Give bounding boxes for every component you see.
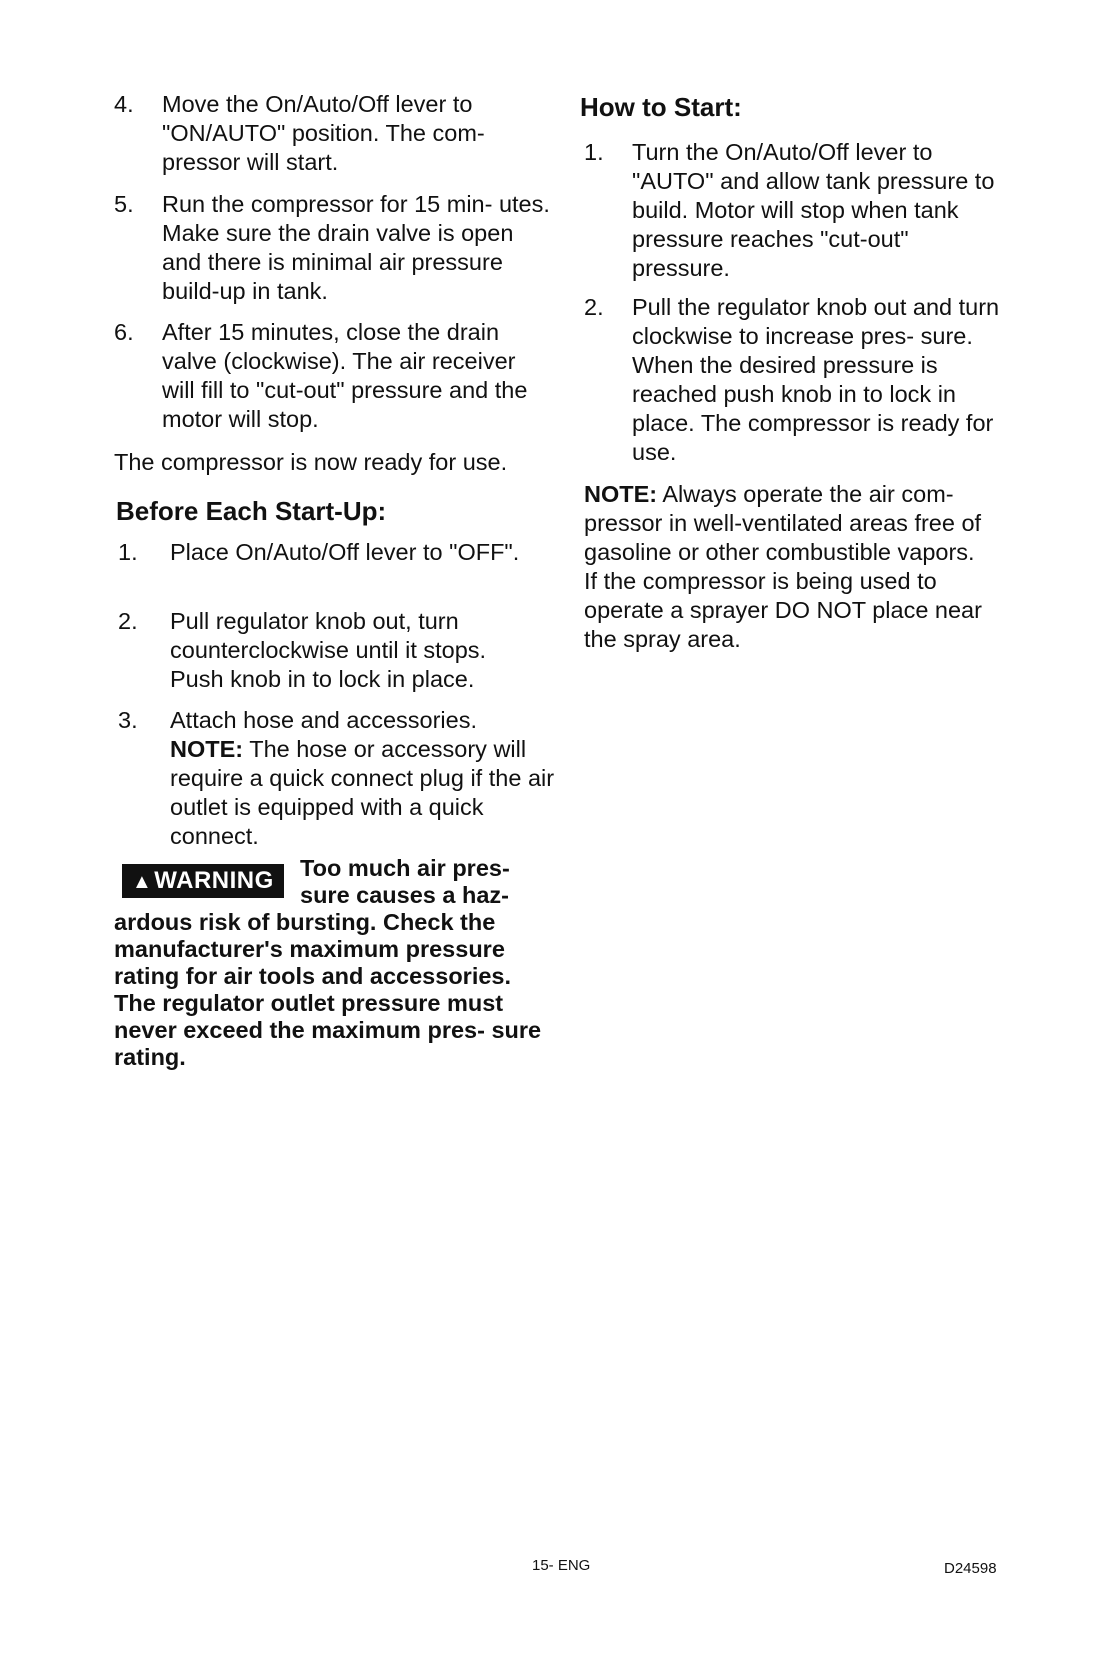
- step-text: Pull regulator knob out, turn counterclockwise until it stops. Push knob in to lock in place.: [170, 608, 487, 692]
- how-to-start-heading: How to Start:: [580, 92, 742, 122]
- step-number: 1.: [118, 539, 138, 565]
- note-label: NOTE:: [584, 481, 658, 507]
- step-number: 1.: [584, 139, 604, 165]
- list-item: [114, 190, 554, 306]
- list-item: [118, 538, 538, 567]
- warning-badge: [122, 864, 284, 898]
- list-item: [118, 706, 558, 851]
- list-item: [118, 607, 538, 694]
- step-number: 3.: [118, 707, 138, 733]
- step-text-main: Attach hose and accessories.: [170, 707, 477, 733]
- step-text: After 15 minutes, close the drain valve (clockwise). The air receiver will fill to "cut-out" pressure and the motor will stop.: [162, 319, 528, 432]
- note-text: The hose or accessory will require a quick connect plug if the air outlet is equipped with a quick connect.: [170, 736, 555, 849]
- step-number: 5.: [114, 191, 134, 217]
- step-number: 4.: [114, 91, 134, 117]
- right-note: [584, 480, 994, 654]
- list-item: [584, 293, 1004, 467]
- step-number: 2.: [584, 294, 604, 320]
- step-number: 6.: [114, 319, 134, 345]
- step-text: Move the On/Auto/Off lever to "ON/AUTO" position. The com- pressor will start.: [162, 91, 485, 175]
- note-label: NOTE:: [170, 736, 244, 762]
- step-text: Pull the regulator knob out and turn clockwise to increase pres- sure. When the desired pressure is reached push knob in to lock in place. The compressor is ready for use.: [632, 294, 1000, 465]
- page-number: 15- ENG: [532, 1557, 591, 1574]
- list-item: [584, 138, 1004, 283]
- step-text: Place On/Auto/Off lever to "OFF".: [170, 539, 520, 565]
- step-text: Run the compressor for 15 min- utes. Make sure the drain valve is open and there is minimal air pressure build-up in tank.: [162, 191, 550, 304]
- step-number: 2.: [118, 608, 138, 634]
- warning-label: WARNING: [154, 867, 274, 894]
- warning-message: Too much air pres- sure causes a haz- ardous risk of bursting. Check the manufacturer's maximum pressure rating for air tools and accessories. The regulator outlet pressure must never exceed the maximum pres- sure rating.: [114, 855, 542, 1070]
- before-start-heading: Before Each Start-Up:: [116, 496, 387, 526]
- note-text: Always operate the air com- pressor in well-ventilated areas free of gasoline or other combustible vapors. If the compressor is being used to operate a sprayer DO NOT place near the spray area.: [584, 481, 982, 652]
- document-code: D24598: [944, 1560, 997, 1577]
- ready-text: The compressor is now ready for use.: [114, 449, 508, 475]
- list-item: [114, 90, 534, 177]
- list-item: [114, 318, 554, 434]
- step-text: Turn the On/Auto/Off lever to "AUTO" and allow tank pressure to build. Motor will stop when tank pressure reaches "cut-out" pressure.: [632, 139, 995, 281]
- step-text: [118, 706, 558, 851]
- warning-triangle-icon: ▲: [132, 871, 153, 893]
